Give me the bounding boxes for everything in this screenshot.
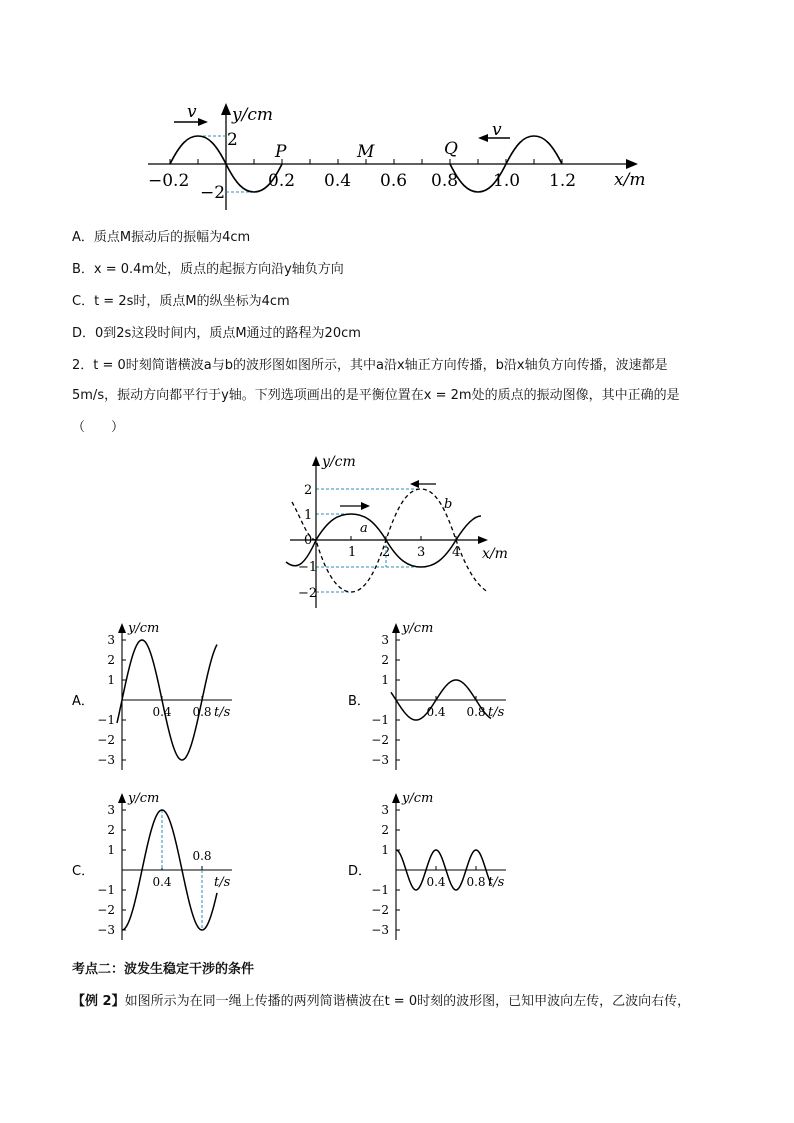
y-tick-label: −1 [371,883,389,897]
y-tick-label: −3 [371,923,389,937]
wave-figure-2 [282,450,522,610]
q1-option-a: A．质点M振动后的振幅为4cm [72,230,251,245]
option-d-letter: D． [348,864,372,879]
point-P: P [275,142,287,162]
y-axis-label: y/cm [128,791,160,806]
option-b-letter: B． [348,694,370,709]
fig2-x-label: x/m [482,546,508,562]
fig2-xtick: 1 [348,545,357,560]
x-tick: 0.6 [380,171,408,191]
y-axis-arrow [221,103,231,115]
y-tick-label: 3 [381,633,389,647]
y-axis-arrow [118,623,126,633]
fig2-y-label: y/cm [322,454,356,470]
y-tick-label: 3 [107,633,115,647]
x-tick: 1.0 [493,171,521,191]
v-right-label: v [492,120,502,140]
option-c-graph [92,790,232,950]
x-axis-label: t/s [214,875,231,890]
x-axis-label: t/s [488,875,505,890]
q2-line-1: 2．t = 0时刻简谐横波a与b的波形图如图所示，其中a沿x轴正方向传播，b沿x轴负方向传播，波速都是 [72,358,668,373]
example-2-line: 【例 2】如图所示为在同一绳上传播的两列简谐横波在t = 0时刻的波形图，已知甲波向左传，乙波向右传， [72,994,691,1009]
x-tick-label: 0.4 [426,875,446,889]
y-tick-label: −2 [97,903,115,917]
point-M: M [357,142,375,162]
y-tick-label: 1 [107,843,115,857]
y-tick-label: 2 [107,823,115,837]
q1-option-b: B．x = 0.4m处，质点的起振方向沿y轴负方向 [72,262,344,277]
option-b-graph [366,620,506,780]
v-left-label: v [187,102,197,122]
y-tick-label: 1 [381,843,389,857]
fig2-ytick: 1 [304,508,313,523]
y-tick-label: −2 [371,903,389,917]
y-tick-label: 2 [381,653,389,667]
q1-option-d: D．0到2s这段时间内，质点M通过的路程为20cm [72,326,361,341]
y-axis-label: y/cm [232,105,273,125]
y-tick-label: 3 [381,803,389,817]
y-tick-label: −3 [97,923,115,937]
option-a-letter: A． [72,694,94,709]
y-axis-arrow [392,623,400,633]
y-tick-label: −1 [371,713,389,727]
tick-2: 2 [227,130,238,150]
x-tick-label: 0.8 [466,875,486,889]
fig2-ytick: −1 [298,560,318,575]
option-c-letter: C． [72,864,95,879]
fig2-ytick: −2 [298,586,318,601]
x-tick: 0.2 [268,171,296,191]
x-tick: 1.2 [549,171,577,191]
fig2-xtick: 3 [417,545,426,560]
x-tick: −0.2 [148,171,190,191]
section-heading: 考点二：波发生稳定干涉的条件 [72,962,255,977]
q2-line-2: 5m/s，振动方向都平行于y轴。下列选项画出的是平衡位置在x = 2m处的质点的振动图像，其中正确的是 [72,388,680,403]
x-tick-label: 0.8 [192,705,212,719]
y-tick-label: −2 [97,733,115,747]
y-tick-label: 1 [381,673,389,687]
tick-m2: −2 [200,183,226,203]
y-axis-label: y/cm [402,621,434,636]
label-a: a [360,521,368,536]
x-axis-arrow [626,159,638,169]
wave-figure-1 [140,98,660,213]
q2-line-3: （ ） [72,420,125,435]
q1-option-c: C．t = 2s时，质点M的纵坐标为4cm [72,294,290,309]
fig2-xtick: 2 [382,545,391,560]
y-axis-arrow [118,793,126,803]
option-d-graph [366,790,506,950]
fig2-xtick: 4 [452,545,461,560]
y-tick-label: −3 [97,753,115,767]
y-tick-label: −1 [97,883,115,897]
x-tick-label: 0.8 [192,849,212,863]
y-tick-label: −2 [371,733,389,747]
y-tick-label: −3 [371,753,389,767]
y-tick-label: 2 [381,823,389,837]
y-tick-label: 2 [107,653,115,667]
fig2-origin: 0 [304,533,313,548]
y-tick-label: −1 [97,713,115,727]
x-axis-label: t/s [488,705,505,720]
option-a-graph [92,620,232,780]
point-Q: Q [444,139,458,159]
x-tick: 0.4 [324,171,352,191]
y-tick-label: 3 [107,803,115,817]
x-tick: 0.8 [431,171,459,191]
label-b: b [444,497,453,512]
fig2-ytick: 2 [304,483,313,498]
y-axis-label: y/cm [402,791,434,806]
x-tick-label: 0.8 [466,705,486,719]
x-tick-label: 0.4 [152,875,172,889]
x-axis-label: t/s [214,705,231,720]
y-axis-arrow [392,793,400,803]
x-tick-label: 0.4 [152,705,172,719]
y-tick-label: 1 [107,673,115,687]
y-axis-label: y/cm [128,621,160,636]
x-tick-label: 0.4 [426,705,446,719]
x-axis-label: x/m [614,170,646,190]
